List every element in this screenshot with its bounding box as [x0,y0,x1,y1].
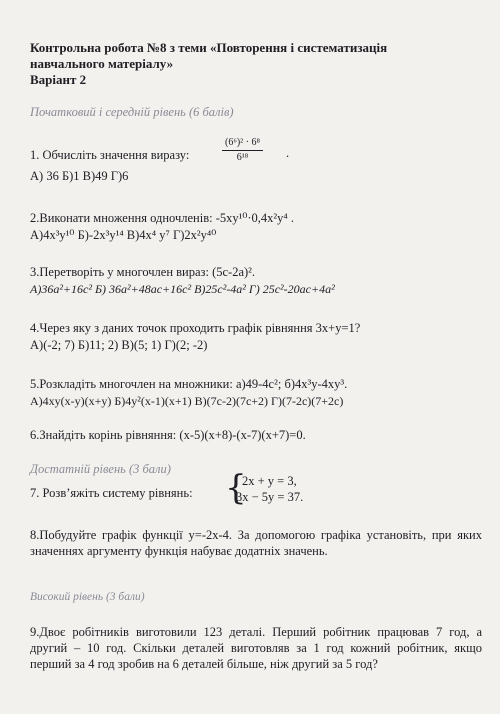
task-6-text: 6.Знайдіть корінь рівняння: (x-5)(x+8)-(x-7)(x+7)=0. [30,428,306,442]
task-7-equation-1: 2x + y = 3, [242,474,297,488]
task-5-text: 5.Розкладіть многочлен на множники: а)49-4c²; б)4x³y-4xy³. [30,377,348,391]
task-1-denominator: 6¹⁸ [236,152,249,163]
task-1-fraction [222,137,263,164]
system-brace: { [225,468,247,508]
task-2-text: 2.Виконати множення одночленів: -5xy¹⁰·0,4x²y⁴ . [30,211,295,225]
task-1-numerator: (6⁶)² · 6⁸ [222,137,263,151]
level-high-heading: Високий рівень (3 бали) [30,591,145,603]
task-5-options: А)4xy(x-y)(x+y) Б)4y²(x-1)(x+1) В)(7c-2)(7c+2) Г)(7-2c)(7+2c) [30,394,344,408]
task-1-text: 1. Обчисліть значення виразу: [30,148,190,162]
task-7-text: 7. Розв’яжіть систему рівнянь: [30,486,193,500]
task-2-options: А)4x³y¹⁰ Б)-2x³y¹⁴ В)4x⁴ y⁷ Г)2x²y⁴⁰ [30,228,217,242]
header-title-line2: навчального матеріалу» [30,56,174,71]
task-3-options: А)36a²+16c² Б) 36a²+48ac+16c² В)25c²-4a² Г) 25c²-20ac+4a² [30,282,335,296]
header-title-line1: Контрольна робота №8 з теми «Повторення і систематизація [30,40,388,55]
task-4-text: 4.Через яку з даних точок проходить графік рівняння 3x+y=1? [30,321,361,335]
task-4-options: А)(-2; 7) Б)11; 2) В)(5; 1) Г)(2; -2) [30,338,208,352]
task-3-text: 3.Перетворіть у многочлен вираз: (5c-2a)². [30,265,256,279]
variant-label: Варіант 2 [30,72,87,87]
task-1-options: А) 36 Б)1 В)49 Г)6 [30,169,129,183]
task-1-dot: . [286,146,290,160]
task-9-text: 9.Двоє робітників виготовили 123 деталі. Перший робітник працював 7 год, а другий – 10 год. Скільки деталей виготовляв за 1 год кожний робітник, якщо перший за 4 год зробив на 6 деталей більше, ніж другий за 5 год? [30,625,482,671]
task-8-text: 8.Побудуйте графік функції y=-2x-4. За допомогою графіка установіть, при яких значеннях аргументу функція набуває додатніх значень. [30,528,482,558]
task-7-equation-2: 3x − 5y = 37. [236,490,304,504]
level-initial-heading: Початковий і середній рівень (6 балів) [30,105,234,119]
level-sufficient-heading: Достатній рівень (3 бали) [30,462,171,476]
